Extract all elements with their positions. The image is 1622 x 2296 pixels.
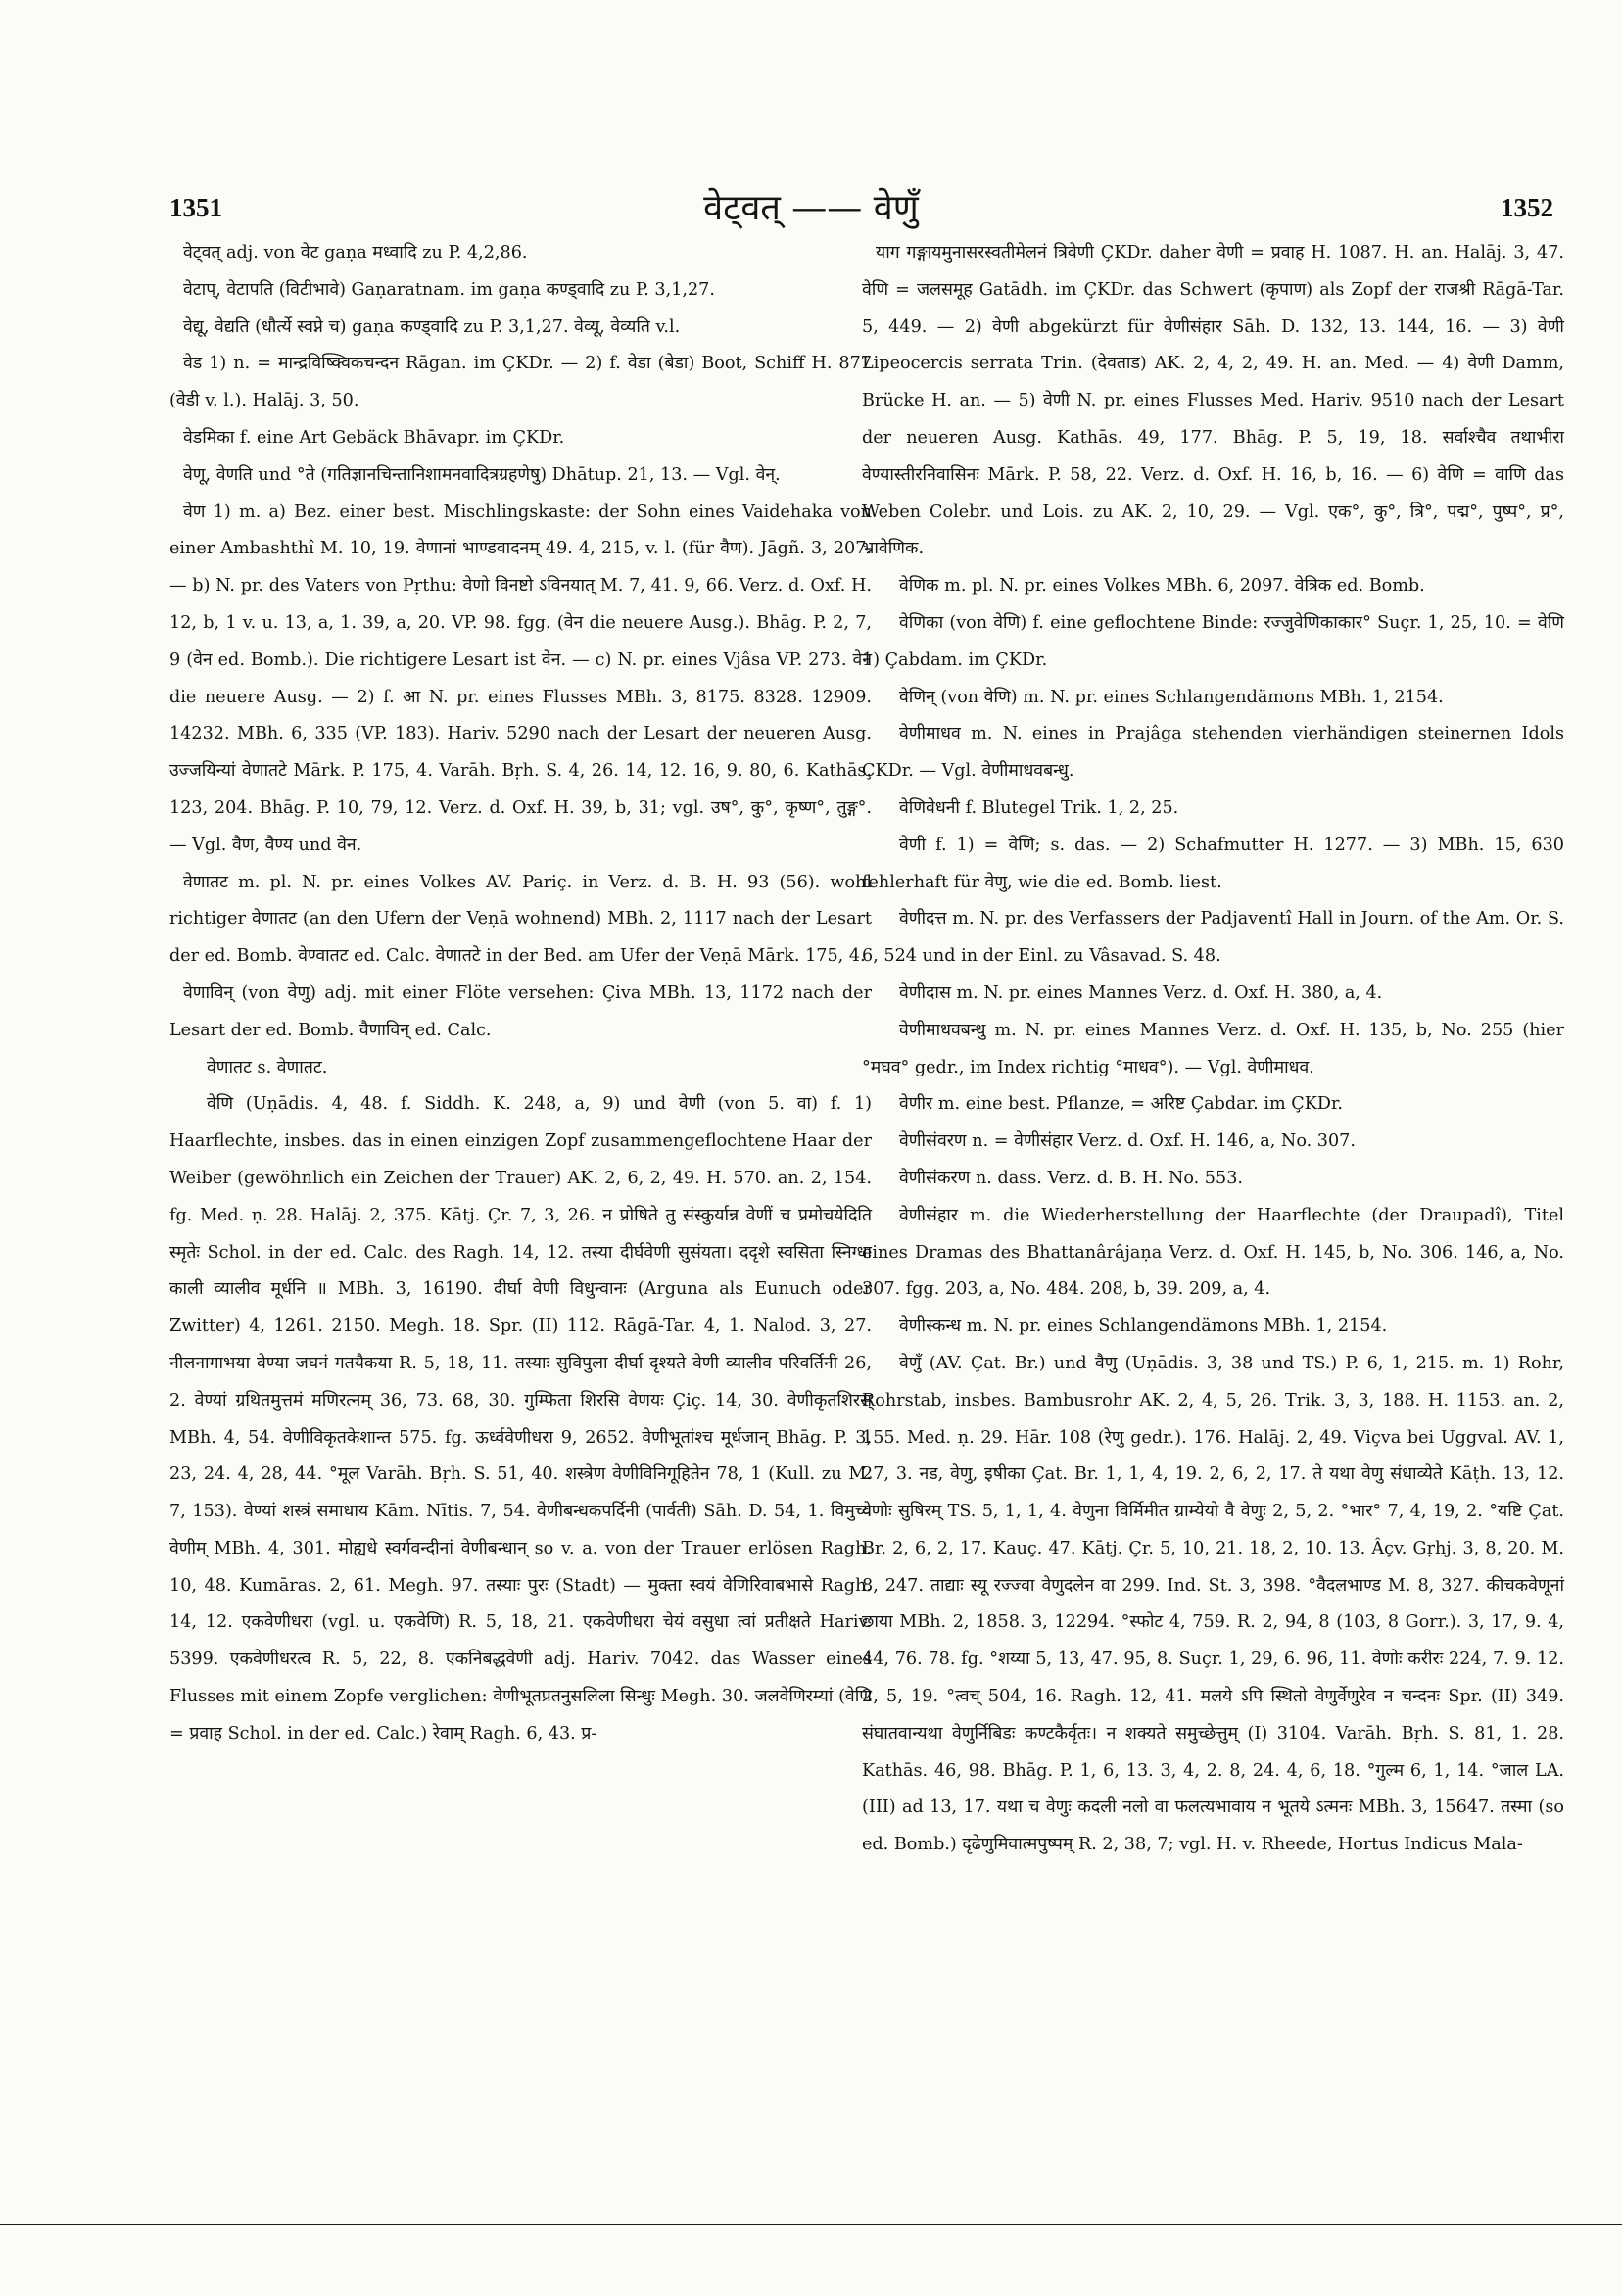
dictionary-entry: वेणुँ (AV. Çat. Br.) und वैणु (Uṇādis. 3, 38 und TS.) P. 6, 1, 215. m. 1) Rohr, Rohrstab, insbes. Bambusrohr AK. 2, 4, 5, 26. Trik. 3, 3, 188. H. 1153. an. 2, 155. Med. ṇ. 29. Hār. 108 (रेणु gedr.). 176. Halāj. 2, 49. Viçva bei Uggval. AV. 1, 27, 3. नड, वेणु, इषीका Çat. Br. 1, 1, 4, 19. 2, 6, 2, 17. ते यथा वेणु संधाव्येते Kāṭh. 13, 12. वेणोः सुषिरम् TS. 5, 1, 1, 4. वेणुना विर्मिमीत ग्राम्येयो वै वेणुः 2, 5, 2. °भार° 7, 4, 19, 2. °यष्टि Çat. Br. 2, 6, 2, 17. Kauç. 47. Kātj. Çr. 5, 10, 21. 18, 2, 10. 13. Âçv. Gṛhj. 3, 8, 20. M. 8, 247. ताद्याः स्यू रज्ज्वा वेणुदलेन वा 299. Ind. St. 3, 398. °वैदलभाण्ड M. 8, 327. कीचकवेणूनां छाया MBh. 2, 1858. 3, 12294. °स्फोट 4, 759. R. 2, 94, 8 (103, 8 Gorr.). 3, 17, 9. 4, 44, 76. 78. fg. °शय्या 5, 13, 47. 95, 8. Suçr. 1, 29, 6. 96, 11. वेणोः करीरः 224, 7. 9. 12. 2, 5, 19. °त्वच् 504, 16. Ragh. 12, 41. मलये ऽपि स्थितो वेणुर्वेणुरेव न चन्दनः Spr. (II) 349. संघातवान्यथा वेणुर्निबिडः कण्टकैर्वृतः। न शक्यते समुच्छेत्तुम् (I) 3104. Varāh. Bṛh. S. 81, 1. 28. Kathās. 46, 98. Bhāg. P. 1, 6, 13. 3, 4, 2. 8, 24. 4, 6, 18. °गुल्म 6, 1, 14. °जाल LA. (III) ad 13, 17. यथा च वेणुः कदली नलो वा फलत्यभावाय न भूतये ऽत्मनः MBh. 3, 15647. तस्मा (so ed. Bomb.) दृढेणुमिवात्मपुष्पम् R. 2, 38, 7; vgl. H. v. Rheede, Hortus Indicus Mala- bbox=[862, 1353, 1564, 1855]
right-column bbox=[862, 235, 1564, 1864]
dictionary-entry: वेणीसंवरण n. = वेणीसंहार Verz. d. Oxf. H. 146, a, No. 307. bbox=[899, 1131, 1356, 1152]
dictionary-entry: वेणि (Uṇādis. 4, 48. f. Siddh. K. 248, a, 9) und वेणी (von 5. वा) f. 1) Haarflechte, insbes. das in einen einzigen Zopf zusammengeflochtene Haar der Weiber (gewöhnlich ein Zeichen der Trauer) AK. 2, 6, 2, 49. H. 570. an. 2, 154. fg. Med. ṇ. 28. Halāj. 2, 375. Kātj. Çr. 7, 3, 26. न प्रोषिते तु संस्कुर्यान्न वेणीं च प्रमोचयेदिति स्मृतेः Schol. in der ed. Calc. des Ragh. 14, 12. तस्या दीर्घवेणी सुसंयता। ददृशे स्वसिता स्निग्धा काली व्यालीव मूर्धनि ॥ MBh. 3, 16190. दीर्घा वेणी विधुन्वानः (Arguna als Eunuch oder Zwitter) 4, 1261. 2150. Megh. 18. Spr. (II) 112. Rāgā-Tar. 4, 1. Nalod. 3, 27. नीलनागाभया वेण्या जघनं गतयैकया R. 5, 18, 11. तस्याः सुविपुला दीर्घा दृश्यते वेणी व्यालीव परिवर्तिनी 26, 2. वेण्यां ग्रथितमुत्तमं मणिरत्नम् 36, 73. 68, 30. गुम्फिता शिरसि वेणयः Çiç. 14, 30. वेणीकृतशिरस् MBh. 4, 54. वेणीविकृतकेशान्त 575. fg. ऊर्ध्ववेणीधरा 9, 2652. वेणीभूतांश्च मूर्धजान् Bhāg. P. 3, 23, 24. 4, 28, 44. °मूल Varāh. Bṛh. S. 51, 40. शस्त्रेण वेणीविनिगूहितेन 78, 1 (Kull. zu M. 7, 153). वेण्यां शस्त्रं समाधाय Kām. Nītis. 7, 54. वेणीबन्धकपर्दिनी (पार्वती) Sāh. D. 54, 1. विमुच्य वेणीम् MBh. 4, 301. मोह्यधे स्वर्गवन्दीनां वेणीबन्धान् so v. a. von der Trauer erlösen Ragh. 10, 48. Kumāras. 2, 61. Megh. 97. तस्याः पुरः (Stadt) — मुक्ता स्वयं वेणिरिवाबभासे Ragh. 14, 12. एकवेणीधरा (vgl. u. एकवेणि) R. 5, 18, 21. एकवेणीधरा चेयं वसुधा त्वां प्रतीक्षते Hariv. 5399. एकवेणीधरत्व R. 5, 22, 8. एकनिबद्धवेणी adj. Hariv. 7042. das Wasser eines Flusses mit einem Zopfe verglichen: वेणीभूतप्रतनुसलिला सिन्धुः Megh. 30. जलवेणिरम्यां (वेणि = प्रवाह Schol. in der ed. Calc.) रेवाम् Ragh. 6, 43. प्र- bbox=[169, 1094, 872, 1744]
dictionary-entry: वेणू, वेणति und °ते (गतिज्ञानचिन्तानिशामनवादित्रग्रहणेषु) Dhātup. 21, 13. — Vgl. वेन्. bbox=[183, 464, 781, 485]
dictionary-entry: वेद्यू, वेद्यति (धौर्त्ये स्वप्ने च) gaṇa कण्ड्वादि zu P. 3,1,27. वेव्यू, वेव्यति v.l. bbox=[183, 316, 681, 337]
dictionary-entry: वेणीसंकरण n. dass. Verz. d. B. H. No. 553. bbox=[899, 1168, 1243, 1188]
dictionary-entry: वेट्वत् adj. von वेट gaṇa मध्वादि zu P. 4,2,86. bbox=[183, 243, 528, 263]
dictionary-entry: वेणीदास m. N. pr. eines Mannes Verz. d. Oxf. H. 380, a, 4. bbox=[899, 982, 1383, 1003]
dictionary-entry: वेणिन् (von वेणि) m. N. pr. eines Schlangendämons MBh. 1, 2154. bbox=[899, 687, 1444, 707]
running-head: वेट्वत् —— वेणुँ bbox=[703, 188, 919, 228]
dictionary-entry: वेडमिका f. eine Art Gebäck Bhāvapr. im ÇKDr. bbox=[183, 427, 565, 448]
left-column bbox=[169, 235, 872, 1753]
dictionary-entry: वेड 1) n. = मान्द्रविष्क्विकचन्दन Rāgan. im ÇKDr. — 2) f. वेडा (बेडा) Boot, Schiff H. 877 (वेडी v. l.). Halāj. 3, 50. bbox=[169, 354, 872, 411]
page-number-right: 1352 bbox=[1501, 193, 1553, 222]
dictionary-entry: वेणीदत्त m. N. pr. des Verfassers der Padjaventî Hall in Journ. of the Am. Or. S. 6, 524 und in der Einl. zu Vâsavad. S. 48. bbox=[862, 909, 1564, 967]
dictionary-entry: वेणिका (von वेणि) f. eine geflochtene Binde: रज्जुवेणिकाकार° Suçr. 1, 25, 10. = वेणि 1) Çabdam. im ÇKDr. bbox=[862, 612, 1564, 670]
dictionary-entry: वेणातट m. pl. N. pr. eines Volkes AV. Pariç. in Verz. d. B. H. 93 (56). wohl richtiger वेणातट (an den Ufern der Veṇā wohnend) MBh. 2, 1117 nach der Lesart der ed. Bomb. वेण्वातट ed. Calc. वेणातटे in der Bed. am Ufer der Veṇā Mārk. 175, 4. bbox=[169, 872, 872, 967]
dictionary-entry: याग गङ्गायमुनासरस्वतीमेलनं त्रिवेणी ÇKDr. daher वेणी = प्रवाह H. 1087. H. an. Halāj. 3, 47. वेणि = जलसमूह Gatādh. im ÇKDr. das Schwert (कृपाण) als Zopf der राजश्री Rāgā-Tar. 5, 449. — 2) वेणी abgekürzt für वेणीसंहार Sāh. D. 132, 13. 144, 16. — 3) वेणी Lipeocercis serrata Trin. (देवताड) AK. 2, 4, 2, 49. H. an. Med. — 4) वेणी Damm, Brücke H. an. — 5) वेणी N. pr. eines Flusses Med. Hariv. 9510 nach der Lesart der neueren Ausg. Kathās. 49, 177. Bhāg. P. 5, 19, 18. सर्वाश्चैव तथाभीरा वेण्यास्तीरनिवासिनः Mārk. P. 58, 22. Verz. d. Oxf. H. 16, b, 16. — 6) वेणि = वाणि das Weben Colebr. und Lois. zu AK. 2, 10, 29. — Vgl. एक°, कु°, त्रि°, पद्म°, पुष्प°, प्र°, भ्रावेणिक. bbox=[862, 243, 1564, 559]
dictionary-entry: वेणिक m. pl. N. pr. eines Volkes MBh. 6, 2097. वेत्रिक ed. Bomb. bbox=[899, 576, 1425, 597]
dictionary-entry: वेणिवेधनी f. Blutegel Trik. 1, 2, 25. bbox=[899, 797, 1179, 818]
dictionary-entry: वेण 1) m. a) Bez. einer best. Mischlingskaste: der Sohn eines Vaidehaka von einer Ambashthî M. 10, 19. वेणानां भाण्डवादनम् 49. 4, 215, v. l. (für वैण). Jāgñ. 3, 207. — b) N. pr. des Vaters von Pṛthu: वेणो विनष्टो ऽविनयात् M. 7, 41. 9, 66. Verz. d. Oxf. H. 12, b, 1 v. u. 13, a, 1. 39, a, 20. VP. 98. fgg. (वेन die neuere Ausg.). Bhāg. P. 2, 7, 9 (वेन ed. Bomb.). Die richtigere Lesart ist वेन. — c) N. pr. eines Vjâsa VP. 273. वेन die neuere Ausg. — 2) f. आ N. pr. eines Flusses MBh. 3, 8175. 8328. 12909. 14232. MBh. 6, 335 (VP. 183). Hariv. 5290 nach der Lesart der neueren Ausg. उज्जयिन्यां वेणातटे Mārk. P. 175, 4. Varāh. Bṛh. S. 4, 26. 14, 12. 16, 9. 80, 6. Kathās. 123, 204. Bhāg. P. 10, 79, 12. Verz. d. Oxf. H. 39, b, 31; vgl. उष°, कु°, कृष्ण°, तुङ्ग°. — Vgl. वैण, वैण्य und वेन. bbox=[169, 502, 872, 855]
dictionary-entry: वेणीस्कन्ध m. N. pr. eines Schlangendämons MBh. 1, 2154. bbox=[899, 1316, 1388, 1337]
dictionary-entry: वेणीमाधवबन्धु m. N. pr. eines Mannes Verz. d. Oxf. H. 135, b, No. 255 (hier °मघव° gedr., im Index richtig °माधव°). — Vgl. वेणीमाधव. bbox=[862, 1020, 1564, 1077]
page-header bbox=[0, 0, 1622, 274]
dictionary-entry: वेणी f. 1) = वेणि; s. das. — 2) Schafmutter H. 1277. — 3) MBh. 15, 630 fehlerhaft für वेणु, wie die ed. Bomb. liest. bbox=[862, 835, 1564, 892]
dictionary-entry: वेणीर m. eine best. Pflanze, = अरिष्ट Çabdar. im ÇKDr. bbox=[899, 1094, 1344, 1115]
dictionary-entry: वेणाविन् (von वेणु) adj. mit einer Flöte versehen: Çiva MBh. 13, 1172 nach der Lesart der ed. Bomb. वैणाविन् ed. Calc. bbox=[169, 982, 872, 1040]
page-number-left: 1351 bbox=[169, 193, 222, 222]
dictionary-entry: वेणातट s. वेणातट. bbox=[207, 1057, 328, 1077]
dictionary-entry: वेटाप्, वेटापति (विटीभावे) Gaṇaratnam. im gaṇa कण्ड्वादि zu P. 3,1,27. bbox=[183, 279, 715, 300]
dictionary-entry: वेणीसंहार m. die Wiederherstellung der Haarflechte (der Draupadî), Titel eines Dramas des Bhattanârâjaṇa Verz. d. Oxf. H. 145, b, No. 306. 146, a, No. 307. fgg. 203, a, No. 484. 208, b, 39. 209, a, 4. bbox=[862, 1205, 1564, 1300]
dictionary-entry: वेणीमाधव m. N. eines in Prajâga stehenden vierhändigen steinernen Idols ÇKDr. — Vgl. वेणीमाधवबन्धु. bbox=[862, 724, 1564, 782]
bottom-rule bbox=[0, 2224, 1622, 2225]
